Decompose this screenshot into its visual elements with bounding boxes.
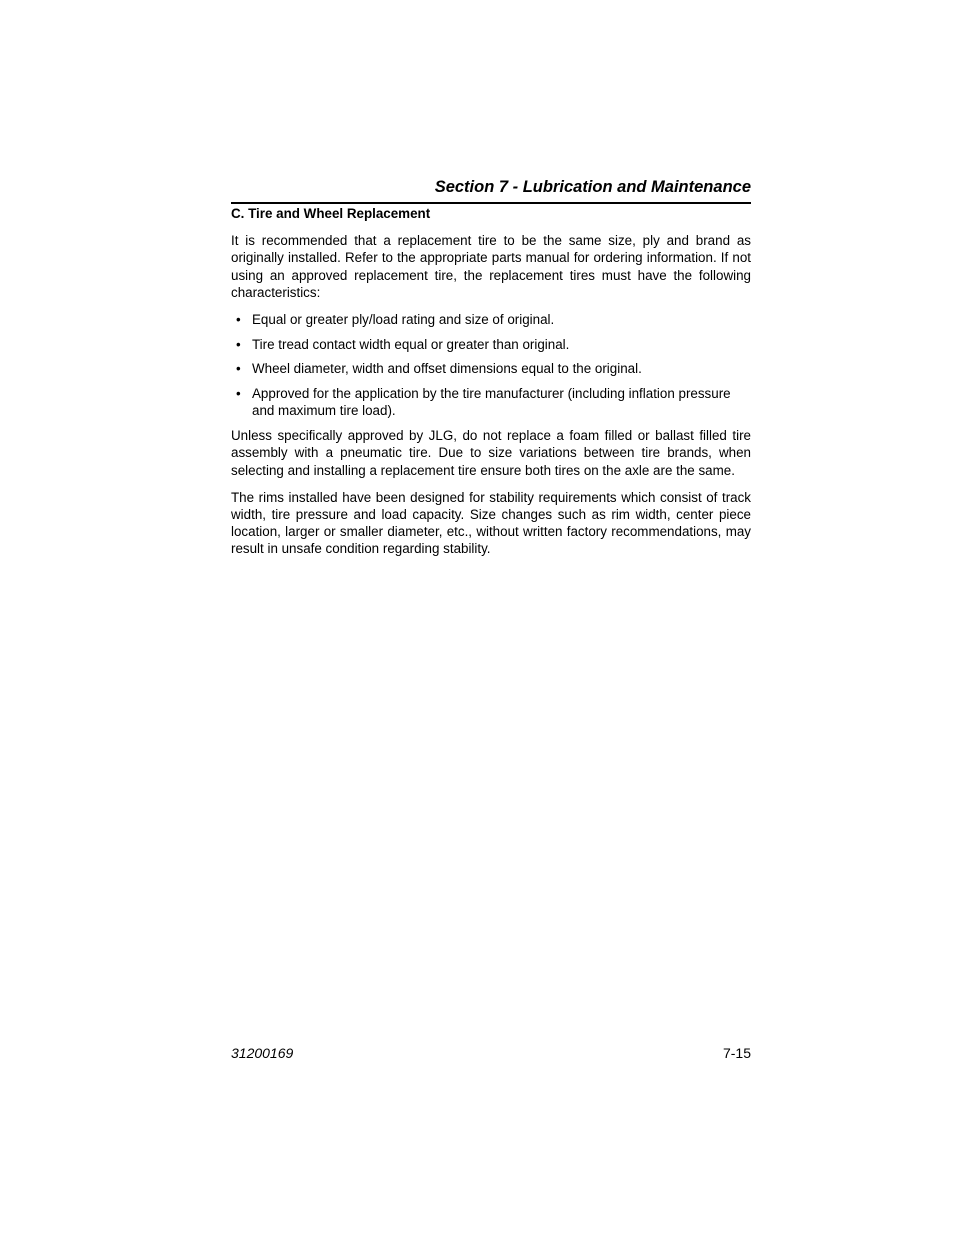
section-title: Section 7 - Lubrication and Maintenance — [434, 178, 751, 196]
list-item — [231, 311, 751, 328]
list-item-text: Wheel diameter, width and offset dimensions equal to the original. — [252, 361, 642, 377]
list-item — [231, 385, 751, 419]
page-number: 7-15 — [722, 1045, 751, 1061]
page-content — [231, 205, 751, 568]
bullet-icon: • — [236, 312, 241, 328]
bullet-icon: • — [236, 361, 241, 377]
list-item-text: Approved for the application by the tire manufacturer (including inflation pressure and maximum tire load). — [252, 385, 731, 418]
page-header — [231, 176, 751, 204]
list-item-text: Tire tread contact width equal or greater than original. — [252, 336, 570, 352]
subsection-heading: C. Tire and Wheel Replacement — [231, 206, 431, 221]
intro-paragraph: It is recommended that a replacement tire to be the same size, ply and brand as originally installed. Refer to the appropriate parts manual for ordering information. If not using an approved replacement tire, the replacement tires must have the following characteristics: — [231, 233, 751, 300]
requirements-list — [231, 311, 751, 419]
bullet-icon: • — [236, 385, 241, 401]
list-item — [231, 336, 751, 353]
bullet-icon: • — [236, 336, 241, 352]
page-footer — [231, 1044, 751, 1064]
foam-tire-paragraph: Unless specifically approved by JLG, do not replace a foam filled or ballast filled tire assembly with a pneumatic tire. Due to size variations between tire brands, when selecting and installing a replacement tire ensure both tires on the axle are the same. — [231, 428, 751, 478]
rims-paragraph: The rims installed have been designed for stability requirements which consist of track width, tire pressure and load capacity. Size changes such as rim width, center piece location, larger or smaller diameter, etc., without written factory recommendations, may result in unsafe condition regarding stability. — [231, 489, 751, 557]
document-number: 31200169 — [231, 1045, 294, 1061]
list-item-text: Equal or greater ply/load rating and size of original. — [252, 312, 555, 328]
list-item — [231, 360, 751, 377]
